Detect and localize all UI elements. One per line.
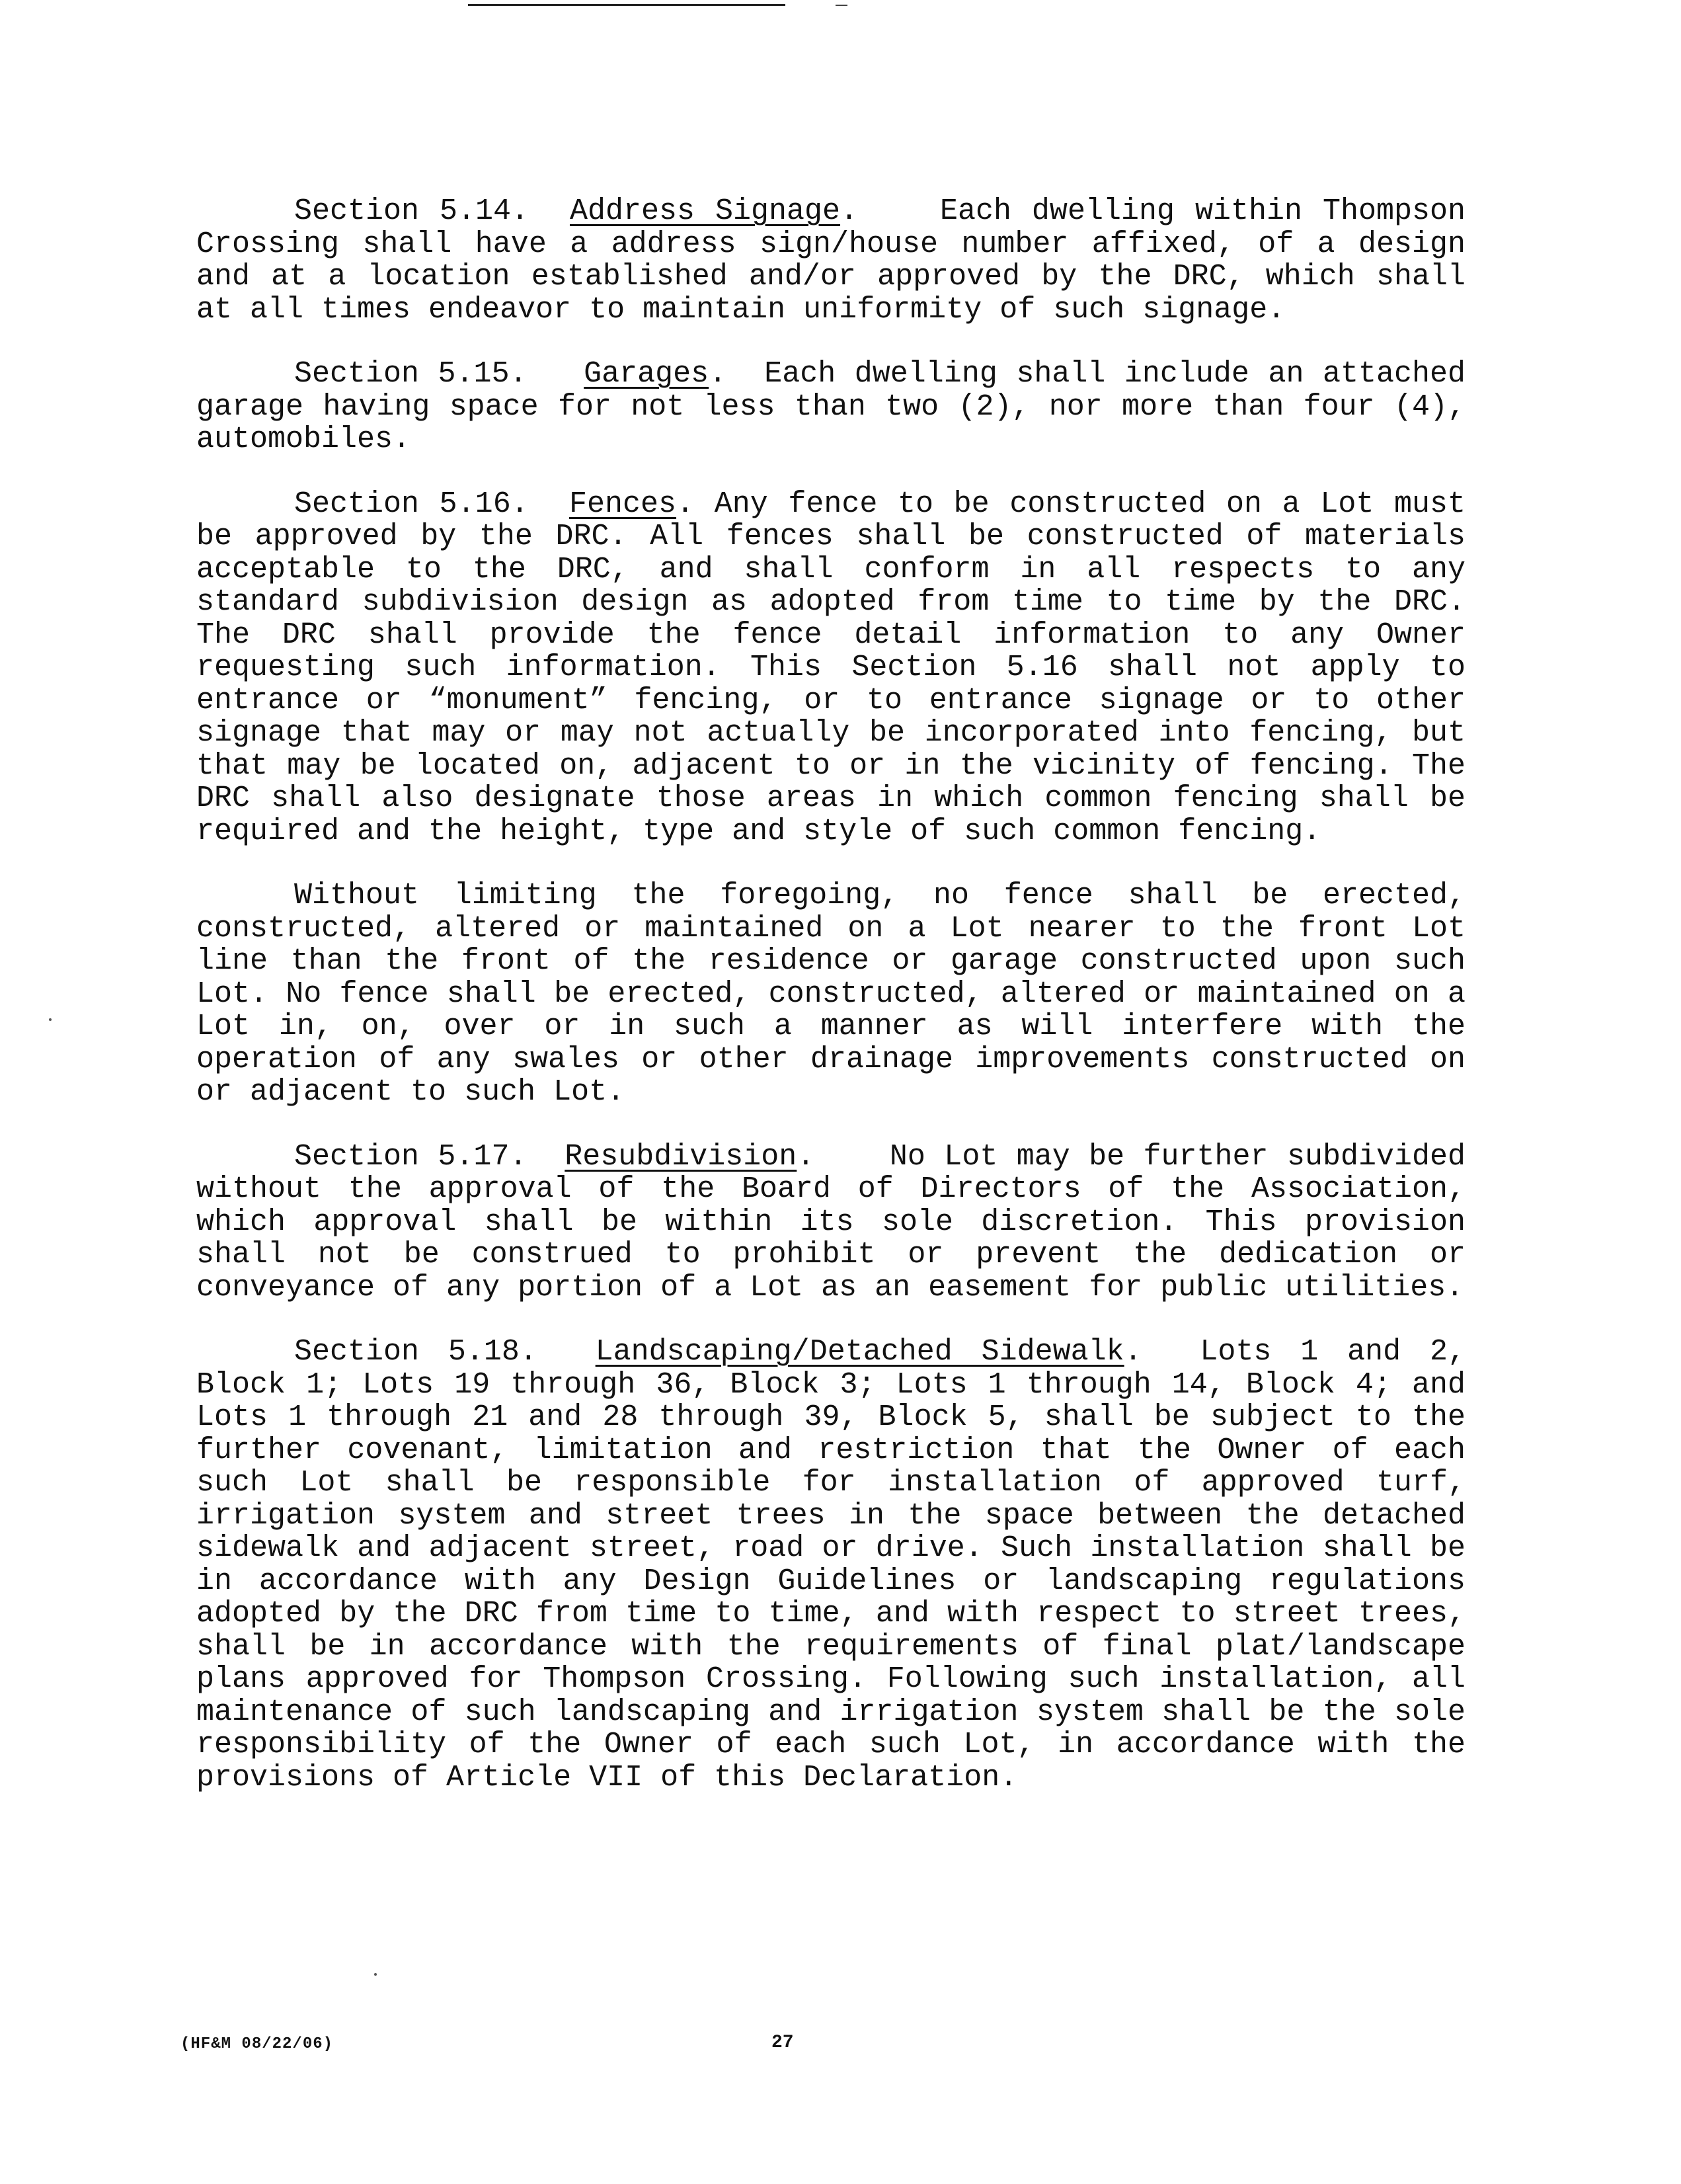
section-5-17: Section 5.17. Resubdivision. No Lot may be further subdivided without the approval of the Board of Directors of the Association, which approval shall be within its sole discretion. This provision shall not be construed to prohibit or prevent the dedication or conveyance of any portion of a Lot as an easement for public utilities.	[196, 1139, 1466, 1305]
section-label: Section 5.15.	[294, 357, 528, 391]
section-heading: Address Signage	[569, 194, 841, 228]
document-page	[196, 195, 1466, 1826]
section-text: Each dwelling within Thompson Crossing shall have a address sign/house number affixed, of a design and at a location established and/or approved by the DRC, which shall at all times endeavor to maintain uniformity of such signage.	[196, 194, 1466, 327]
section-5-18: Section 5.18. Landscaping/Detached Sidewalk. Lots 1 and 2, Block 1; Lots 19 through 36, Block 3; Lots 1 through 14, Block 4; and Lots 1 through 21 and 28 through 39, Block 5, shall be subject to the further covenant, limitation and restriction that the Owner of each such Lot shall be responsible for installation of approved turf, irrigation system and street trees in the space between the detached sidewalk and adjacent street, road or drive. Such installation shall be in accordance with any Design Guidelines or landscaping regulations adopted by the DRC from time to time, and with respect to street trees, shall be in accordance with the requirements of final plat/landscape plans approved for Thompson Crossing. Following such installation, all maintenance of such landscaping and irrigation system shall be the sole responsibility of the Owner of each such Lot, in accordance with the provisions of Article VII of this Declaration.	[196, 1335, 1466, 1795]
stray-mark	[374, 1973, 377, 1976]
section-heading: Fences	[569, 487, 677, 521]
section-heading: Resubdivision	[565, 1139, 797, 1174]
top-rule	[468, 4, 785, 6]
section-5-16: Section 5.16. Fences. Any fence to be constructed on a Lot must be approved by the DRC. All fences shall be constructed of materials acceptable to the DRC, and shall conform in all respects to any standard subdivision design as adopted from time to time by the DRC. The DRC shall provide the fence detail information to any Owner requesting such information. This Section 5.16 shall not apply to entrance or “monument” fencing, or to entrance signage or to other signage that may or may not actually be incorporated into fencing, but that may be located on, adjacent to or in the vicinity of fencing. The DRC shall also designate those areas in which common fencing shall be required and the height, type and style of such common fencing.	[196, 487, 1466, 848]
document-code: (HF&M 08/22/06)	[180, 2035, 334, 2053]
section-heading: Landscaping/Detached Sidewalk	[595, 1335, 1124, 1369]
section-5-15: Section 5.15. Garages. Each dwelling shall include an attached garage having space for not less than two (2), nor more than four (4), automobiles.	[196, 357, 1466, 456]
section-text: Lots 1 and 2, Block 1; Lots 19 through 36, Block 3; Lots 1 through 14, Block 4; and Lots 1 through 21 and 28 through 39, Block 5, shall be subject to the further covenant, limitation and restriction that the Owner of each such Lot shall be responsible for installation of approved turf, irrigation system and street trees in the space between the detached sidewalk and adjacent street, road or drive. Such installation shall be in accordance with any Design Guidelines or landscaping regulations adopted by the DRC from time to time, and with respect to street trees, shall be in accordance with the requirements of final plat/landscape plans approved for Thompson Crossing. Following such installation, all maintenance of such landscaping and irrigation system shall be the sole responsibility of the Owner of each such Lot, in accordance with the provisions of Article VII of this Declaration.	[196, 1335, 1466, 1795]
section-label: Section 5.14.	[294, 194, 529, 228]
section-text: Any fence to be constructed on a Lot must be approved by the DRC. All fences shall be constructed of materials acceptable to the DRC, and shall conform in all respects to any standard subdivision design as adopted from time to time by the DRC. The DRC shall provide the fence detail information to any Owner requesting such information. This Section 5.16 shall not apply to entrance or “monument” fencing, or to entrance signage or to other signage that may or may not actually be incorporated into fencing, but that may be located on, adjacent to or in the vicinity of fencing. The DRC shall also designate those areas in which common fencing shall be required and the height, type and style of such common fencing.	[196, 487, 1466, 848]
top-rule-dash	[836, 5, 847, 6]
section-text: No Lot may be further subdivided without the approval of the Board of Directors of the Association, which approval shall be within its sole discretion. This provision shall not be construed to prohibit or prevent the dedication or conveyance of any portion of a Lot as an easement for public utilities.	[196, 1139, 1466, 1305]
section-label: Section 5.16.	[294, 487, 529, 521]
paragraph-text: Without limiting the foregoing, no fence shall be erected, constructed, altered or maintained on a Lot nearer to the front Lot line than the front of the residence or garage constructed upon such Lot. No fence shall be erected, constructed, altered or maintained on a Lot in, on, over or in such a manner as will interfere with the operation of any swales or other drainage improvements constructed on or adjacent to such Lot.	[196, 879, 1466, 1109]
section-heading: Garages	[584, 357, 709, 391]
section-5-16-continued	[196, 879, 1466, 1109]
section-label: Section 5.18.	[294, 1335, 537, 1369]
section-text: Each dwelling shall include an attached garage having space for not less than two (2), nor more than four (4), automobiles.	[196, 357, 1466, 456]
page-number: 27	[771, 2033, 794, 2053]
section-5-14: Section 5.14. Address Signage. Each dwelling within Thompson Crossing shall have a address sign/house number affixed, of a design and at a location established and/or approved by the DRC, which shall at all times endeavor to maintain uniformity of such signage.	[196, 194, 1466, 327]
section-label: Section 5.17.	[294, 1139, 528, 1174]
stray-mark	[49, 1018, 52, 1021]
